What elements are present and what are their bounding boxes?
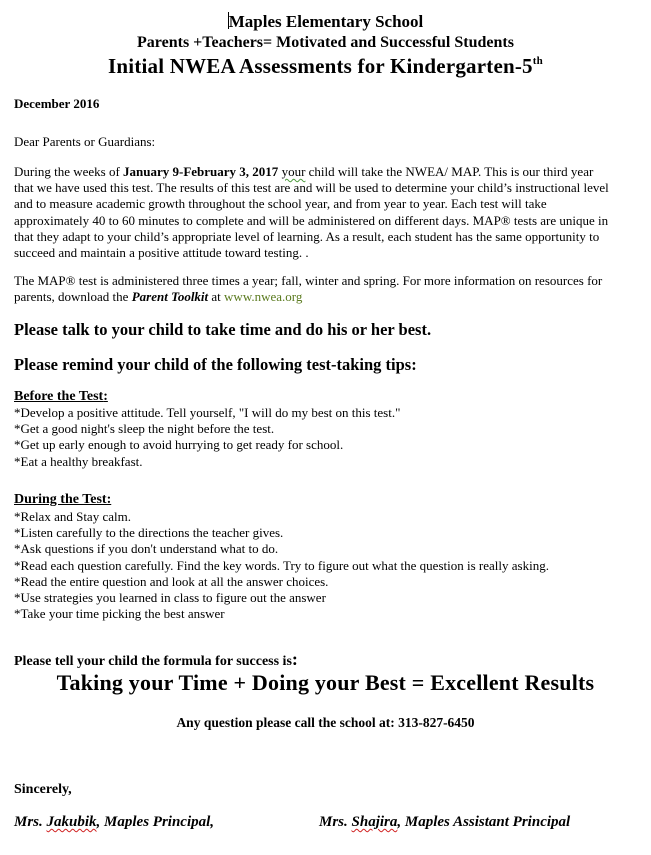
colon: :: [291, 649, 298, 669]
text: , Maples Principal,: [96, 814, 215, 830]
paragraph-line: and to measure academic growth throughout the school year, and from year to year. Each test will take: [14, 196, 547, 212]
formula-lead: [14, 649, 298, 670]
spell-flagged-name[interactable]: Shajira: [351, 814, 398, 830]
list-item: *Eat a healthy breakfast.: [14, 453, 143, 469]
paragraph-line: The MAP® test is administered three times a year; fall, winter and spring. For more information on resources for: [14, 273, 603, 288]
contact-line: Any question please call the school at: 313-827-6450: [176, 715, 475, 730]
paragraph-line: that they adapt to your child’s appropriate level of learning. As a result, each student has the same opportunity to: [14, 228, 600, 244]
title-text: Before the Test: [14, 389, 104, 404]
document-title: [0, 54, 651, 79]
parent-toolkit-text: Parent Toolkit: [131, 289, 209, 305]
paragraph-line: [14, 289, 602, 305]
title-superscript: th: [532, 55, 543, 67]
paragraph-resources: [14, 273, 602, 305]
list-item: *Develop a positive attitude. Tell yourself, "I will do my best on this test.": [14, 405, 401, 420]
list-item: *Get up early enough to avoid hurrying to get ready for school.: [14, 437, 344, 453]
list-item: *Ask questions if you don't understand what to do.: [14, 541, 279, 557]
closing-sincerely: Sincerely,: [14, 782, 72, 797]
greeting: Dear Parents or Guardians:: [14, 134, 156, 149]
during-test-list: [14, 509, 549, 622]
grammar-flagged-word[interactable]: your: [281, 164, 306, 179]
text: at: [208, 289, 225, 305]
colon: :: [103, 389, 108, 404]
list-item: *Read each question carefully. Find the key words. Try to figure out what the question is really asking.: [14, 557, 549, 573]
signature-principal: [14, 814, 214, 831]
school-name: [0, 12, 651, 32]
letter-date: December 2016: [14, 96, 100, 111]
test-dates: January 9-February 3, 2017: [123, 164, 279, 179]
text: child will take the NWEA/ MAP. This is our third year: [305, 164, 594, 179]
list-item: *Take your time picking the best answer: [14, 606, 225, 622]
list-item: *Listen carefully to the directions the teacher gives.: [14, 525, 284, 541]
heading-remind: Please remind your child of the following test-taking tips:: [14, 355, 417, 374]
nwea-link[interactable]: www.nwea.org: [224, 289, 303, 305]
before-test-list: [14, 405, 400, 470]
text: Mrs.: [14, 814, 47, 830]
paragraph-intro: [14, 164, 651, 261]
list-item: *Get a good night's sleep the night before the test.: [14, 421, 275, 437]
during-test-title: During the Test:: [14, 492, 112, 507]
text: During the weeks of: [14, 164, 124, 179]
paragraph-line: succeed and maintain a positive attitude toward testing. .: [14, 245, 309, 261]
title-text: Initial NWEA Assessments for Kindergarten-5: [108, 54, 533, 78]
spell-flagged-name[interactable]: Jakubik: [46, 814, 97, 830]
text: , Maples Assistant Principal: [397, 814, 571, 830]
school-name-text: Maples Elementary School: [228, 12, 424, 31]
success-formula: Taking your Time + Doing your Best = Excellent Results: [56, 670, 595, 695]
motto: Parents +Teachers= Motivated and Successful Students: [137, 34, 514, 51]
list-item: *Relax and Stay calm.: [14, 509, 131, 524]
signature-assistant-principal: [319, 814, 570, 831]
paragraph-line: approximately 40 to 60 minutes to complete and will be administered on different days. MAP® tests are unique in: [14, 212, 609, 228]
text: parents, download the: [14, 289, 132, 305]
text: Mrs.: [319, 814, 352, 830]
before-test-title: [14, 389, 108, 405]
paragraph-line: [14, 164, 651, 180]
list-item: *Read the entire question and look at all the answer choices.: [14, 573, 329, 589]
paragraph-line: that we have used this test. The results of this test are and will be used to determine your child’s instructional level: [14, 180, 609, 196]
heading-talk: Please talk to your child to take time and do his or her best.: [14, 320, 432, 339]
list-item: *Use strategies you learned in class to figure out the answer: [14, 590, 326, 606]
text: Please tell your child the formula for success is: [14, 654, 292, 669]
